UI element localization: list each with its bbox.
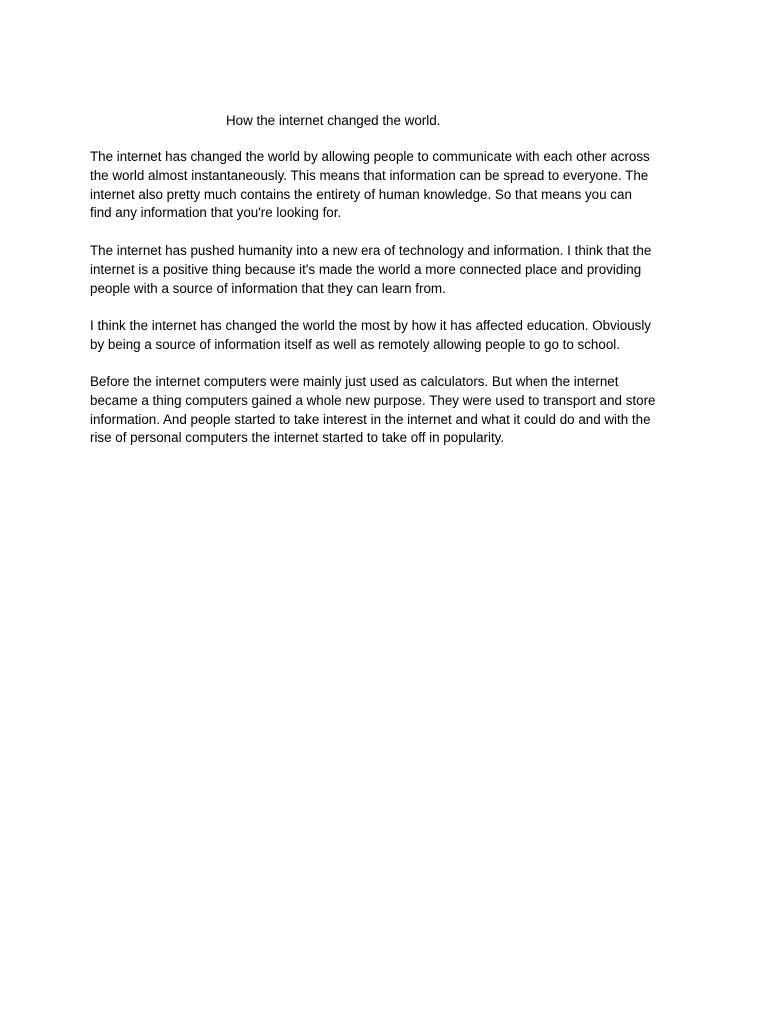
paragraph-line: internet also pretty much contains the entirety of human knowledge. So that means you can [90, 186, 632, 202]
paragraph-line: I think the internet has changed the world the most by how it has affected education. Obviously [90, 318, 652, 333]
paragraph-line: Before the internet computers were mainly just used as calculators. But when the internet [90, 374, 619, 389]
paragraph-3 [90, 317, 690, 355]
paragraph-line: information. And people started to take interest in the internet and what it could do and with the [90, 411, 651, 427]
paragraph-2 [90, 242, 690, 298]
paragraph-line: find any information that you're looking for. [90, 205, 342, 221]
paragraph-line: people with a source of information that they can learn from. [90, 280, 446, 296]
paragraph-line: rise of personal computers the internet started to take off in popularity. [90, 430, 505, 446]
paragraph-line: the world almost instantaneously. This means that information can be spread to everyone. The [90, 167, 649, 183]
paragraph-line: by being a source of information itself as well as remotely allowing people to go to school. [90, 336, 620, 352]
paragraph-line: internet is a positive thing because it's made the world a more connected place and providing [90, 261, 642, 277]
paragraph-line: The internet has changed the world by allowing people to communicate with each other across [90, 149, 650, 164]
paragraph-1 [90, 148, 690, 223]
document-title: How the internet changed the world. [226, 113, 441, 128]
paragraph-line: The internet has pushed humanity into a new era of technology and information. I think that the [90, 243, 652, 258]
paragraph-4 [90, 373, 690, 448]
paragraph-line: became a thing computers gained a whole new purpose. They were used to transport and store [90, 392, 656, 408]
